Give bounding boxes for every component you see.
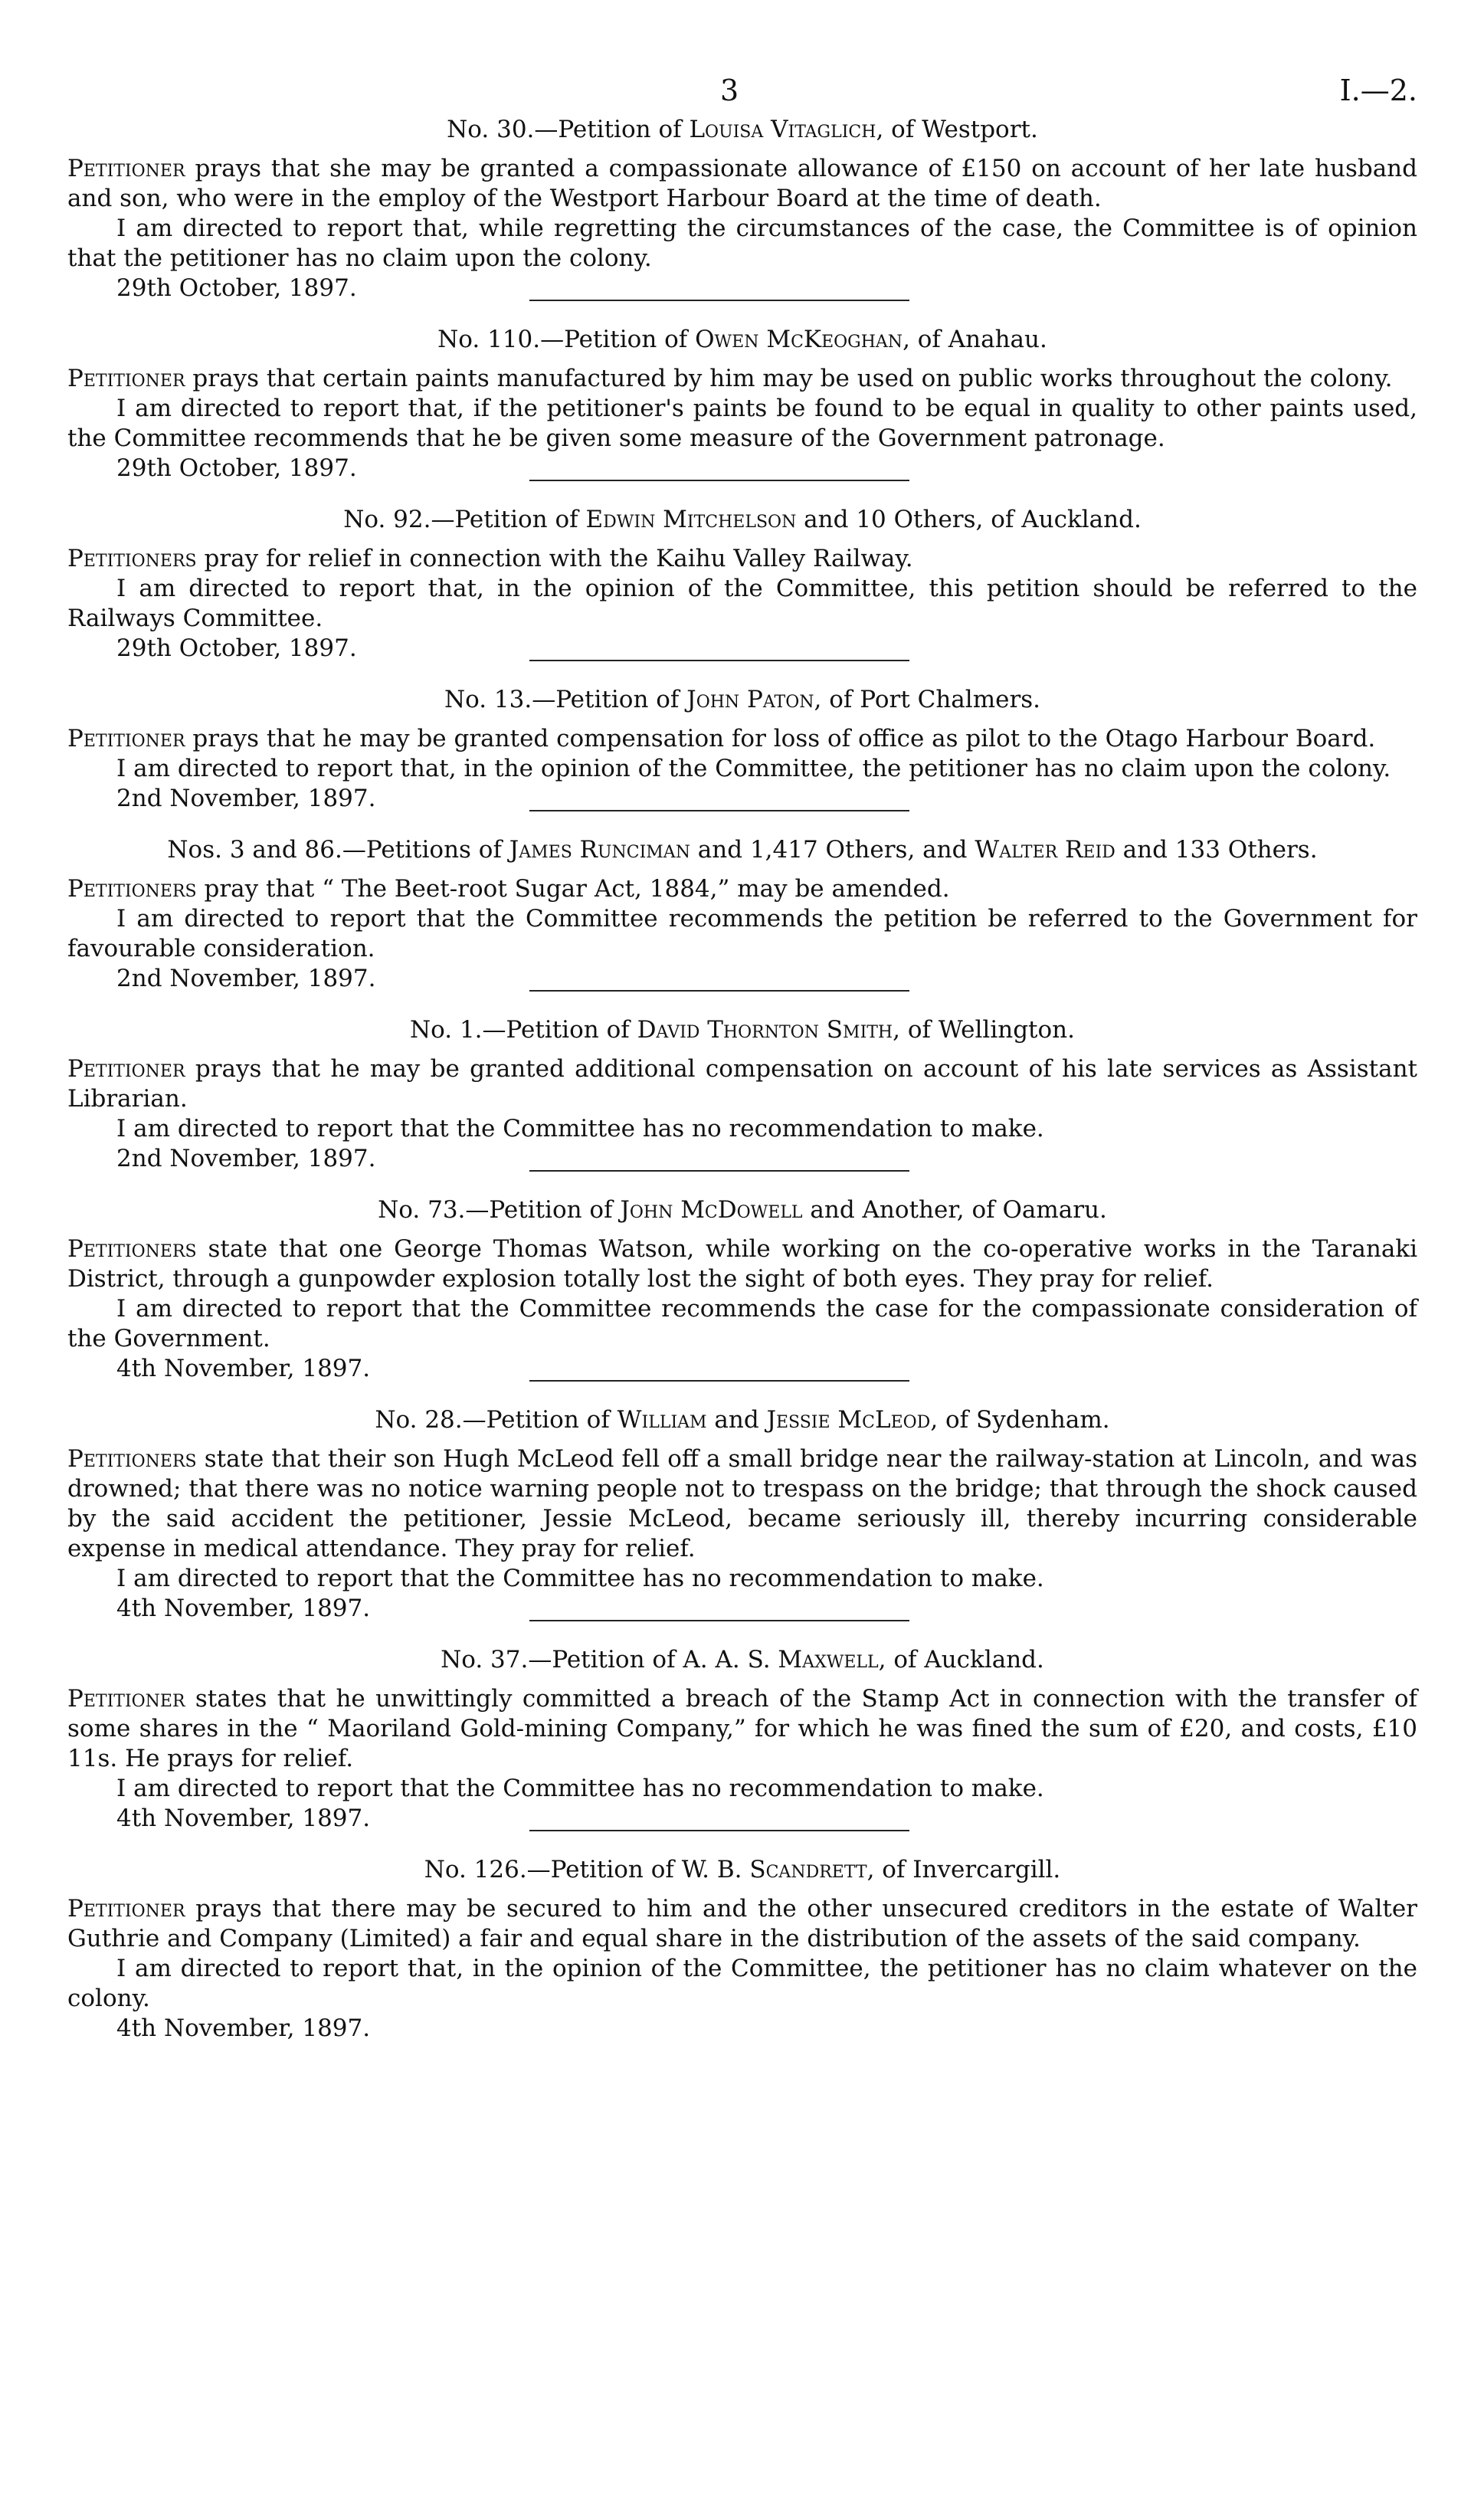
petition-heading: No. 28.—Petition of William and Jessie McLeod, of Sydenham. [375,1406,1110,1434]
committee-report: I am directed to report that, in the opinion of the Committee, the petitioner has no claim whatever on the colony. [67,1955,1417,2012]
petition-summary: Petitioners pray for relief in connection with the Kaihu Valley Railway. [67,545,913,572]
report-date: 4th November, 1897. [116,1595,371,1622]
petitioner-name: John Paton [686,686,814,713]
petition-lead: Petitioners [67,875,197,903]
date-row [67,2014,1417,2044]
petition-entry [67,685,1417,814]
report-date: 29th October, 1897. [116,274,357,302]
petition-entry [67,1195,1417,1384]
report-date: 29th October, 1897. [116,454,357,482]
petitioner-name: W. B. Scandrett [681,1856,867,1883]
committee-report: I am directed to report that, in the opinion of the Committee, this petition should be referred to the Railways Committee. [67,575,1417,632]
petition-heading: Nos. 3 and 86.—Petitions of James Runciman and 1,417 Others, and Walter Reid and 133 Others. [167,836,1318,864]
report-date: 4th November, 1897. [116,1355,371,1382]
committee-report: I am directed to report that the Committee recommends the petition be referred to the Government for favourable consideration. [67,905,1417,962]
petitioner-name: A. A. S. Maxwell [683,1646,879,1674]
section-divider [529,990,909,992]
petition-entry [67,1855,1417,2044]
petition-summary: Petitioner prays that she may be granted a compassionate allowance of £150 on account of her late husband and son, who were in the employ of the Westport Harbour Board at the time of death. [67,155,1417,212]
petitioner-name: John McDowell [620,1196,803,1224]
section-divider [529,1380,909,1382]
petition-entry [67,1645,1417,1834]
report-date: 2nd November, 1897. [116,1145,376,1172]
committee-report: I am directed to report that the Committee has no recommendation to make. [116,1115,1044,1142]
petition-summary: Petitioner prays that he may be granted compensation for loss of office as pilot to the Otago Harbour Board. [67,725,1376,752]
petition-entry [67,325,1417,484]
report-date: 2nd November, 1897. [116,965,376,992]
petition-summary: Petitioner states that he unwittingly committed a breach of the Stamp Act in connection with the transfer of some shares in the “ Maoriland Gold-mining Company,” for which he was fined the sum of £20, and costs, £10 11s. He prays for relief. [67,1685,1417,1772]
petition-heading: No. 110.—Petition of Owen McKeoghan, of Anahau. [437,326,1047,353]
petition-heading: No. 1.—Petition of David Thornton Smith, of Wellington. [410,1016,1075,1044]
date-row [67,1594,1417,1624]
petition-entry [67,1015,1417,1174]
petition-entry [67,835,1417,994]
petition-entry [67,505,1417,664]
committee-report: I am directed to report that, while regretting the circumstances of the case, the Committee is of opinion that the petitioner has no claim upon the colony. [67,215,1417,272]
petitioner-name-second: Walter Reid [975,836,1115,864]
report-date: 4th November, 1897. [116,1805,371,1832]
petition-entry [67,115,1417,303]
petition-lead: Petitioner [67,155,185,182]
petition-heading: No. 30.—Petition of Louisa Vitaglich, of Westport. [447,116,1038,143]
petition-heading: No. 73.—Petition of John McDowell and Another, of Oamaru. [378,1196,1107,1224]
section-divider [529,1620,909,1621]
date-row [67,634,1417,664]
petition-heading: No. 126.—Petition of W. B. Scandrett, of Invercargill. [424,1856,1061,1883]
petition-lead: Petitioner [67,1055,185,1083]
date-row [67,454,1417,484]
section-divider [529,1170,909,1172]
date-row [67,1354,1417,1384]
committee-report: I am directed to report that, if the petitioner's paints be found to be equal in quality to other paints used, the Committee recommends that he be given some measure of the Government patronage. [67,395,1417,452]
committee-report: I am directed to report that the Committee recommends the case for the compassionate consideration of the Government. [67,1295,1417,1352]
committee-report: I am directed to report that, in the opinion of the Committee, the petitioner has no claim upon the colony. [116,755,1391,782]
petition-summary: Petitioner prays that certain paints manufactured by him may be used on public works throughout the colony. [67,365,1393,392]
section-divider [529,480,909,481]
petition-lead: Petitioner [67,1685,185,1713]
section-divider [529,660,909,661]
petition-list [67,115,1417,2044]
petition-entry [67,1405,1417,1624]
section-divider [529,1830,909,1831]
date-row [67,1144,1417,1174]
petition-lead: Petitioners [67,1445,197,1473]
document-page [67,0,1417,2044]
section-divider [529,810,909,811]
petition-heading: No. 37.—Petition of A. A. S. Maxwell, of Auckland. [441,1646,1044,1674]
petitioner-name: Edwin Mitchelson [585,506,797,533]
petition-summary: Petitioners pray that “ The Beet-root Sugar Act, 1884,” may be amended. [67,875,950,903]
petitioner-name: Owen McKeoghan [695,326,903,353]
petitioner-name: William [617,1406,707,1434]
petition-summary: Petitioner prays that he may be granted additional compensation on account of his late services as Assistant Librarian. [67,1055,1417,1113]
date-row [67,274,1417,303]
petitioner-name: David Thornton Smith [637,1016,893,1044]
committee-report: I am directed to report that the Committee has no recommendation to make. [116,1775,1044,1802]
petition-lead: Petitioner [67,365,185,392]
report-date: 2nd November, 1897. [116,785,376,812]
petition-lead: Petitioners [67,545,197,572]
petition-summary: Petitioners state that their son Hugh McLeod fell off a small bridge near the railway-station at Lincoln, and was drowned; that there was no notice warning people not to trespass on the bridge; that through the shock caused by the said accident the petitioner, Jessie McLeod, became seriously ill, thereby incurring considerable expense in medical attendance. They pray for relief. [67,1445,1417,1562]
petition-lead: Petitioner [67,725,185,752]
petitioner-name-second: Jessie McLeod [766,1406,931,1434]
page-number: 3 [720,74,739,107]
petition-heading: No. 92.—Petition of Edwin Mitchelson and 10 Others, of Auckland. [343,506,1142,533]
date-row [67,1804,1417,1834]
petition-lead: Petitioner [67,1895,185,1923]
report-date: 29th October, 1897. [116,634,357,662]
petition-summary: Petitioner prays that there may be secured to him and the other unsecured creditors in the estate of Walter Guthrie and Company (Limited) a fair and equal share in the distribution of the assets of the said company. [67,1895,1417,1952]
section-divider [529,300,909,301]
committee-report: I am directed to report that the Committee has no recommendation to make. [116,1565,1044,1592]
petition-lead: Petitioners [67,1235,197,1263]
petitioner-name: James Runciman [509,836,690,864]
page-header [67,0,1417,115]
petition-heading: No. 13.—Petition of John Paton, of Port Chalmers. [444,686,1041,713]
petition-summary: Petitioners state that one George Thomas Watson, while working on the co-operative works in the Taranaki District, through a gunpowder explosion totally lost the sight of both eyes. They pray for relief. [67,1235,1417,1293]
date-row [67,784,1417,814]
report-date: 4th November, 1897. [116,2014,371,2042]
date-row [67,964,1417,994]
document-reference: I.—2. [1339,74,1417,107]
petitioner-name: Louisa Vitaglich [689,116,876,143]
